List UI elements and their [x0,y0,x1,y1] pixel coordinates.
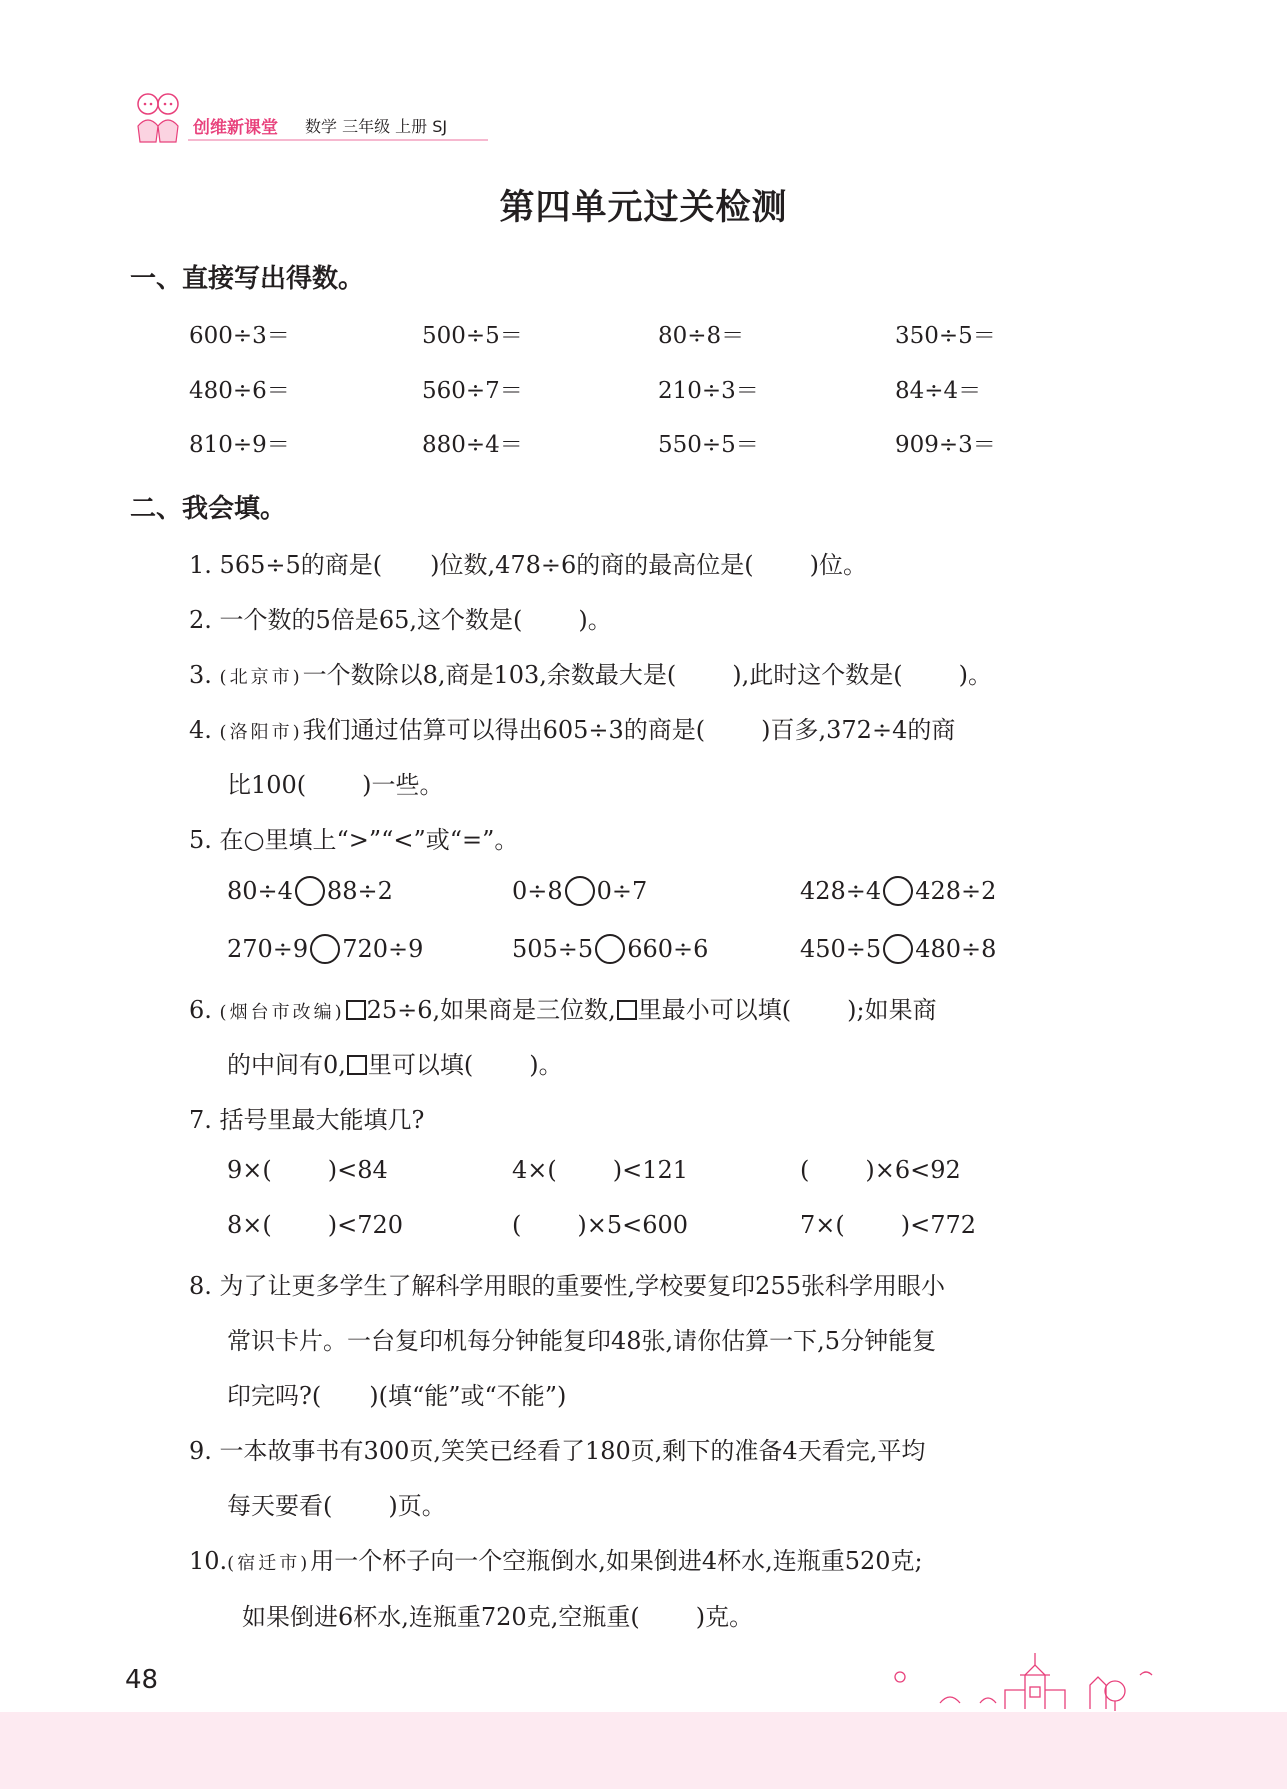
square-box [347,1055,367,1075]
subject-info: 数学 三年级 上册 SJ [305,117,448,136]
equation: 350÷5＝ [895,323,996,349]
source-tag: (宿迁市) [227,1553,311,1574]
compare-circle[interactable] [883,934,913,964]
question-4: 4. (洛阳市)我们通过估算可以得出605÷3的商是( )百多,372÷4的商 [189,716,956,744]
question-3: 3. (北京市)一个数除以8,商是103,余数最大是( ),此时这个数是( )。 [189,661,993,689]
question-6: 6. (烟台市改编) 25÷6,如果商是三位数, 里最小可以填( );如果商 [189,996,937,1024]
inequality-item: 4×( )<121 [512,1156,689,1184]
question-4-line-2: 比100( )一些。 [227,771,444,799]
equation: 550÷5＝ [658,432,759,458]
question-7: 7. 括号里最大能填几? [189,1106,425,1134]
compare-circle[interactable] [595,934,625,964]
equation: 80÷8＝ [658,323,745,349]
equation: 909÷3＝ [895,432,996,458]
equation: 560÷7＝ [422,378,523,404]
equation: 210÷3＝ [658,378,759,404]
equation: 810÷9＝ [189,432,290,458]
equation: 880÷4＝ [422,432,523,458]
brand-name: 创维新课堂 [193,118,278,138]
equation: 84÷4＝ [895,378,982,404]
inequality-item: 7×( )<772 [800,1211,977,1239]
compare-circle[interactable] [295,876,325,906]
inequality-item: ( )×6<92 [800,1156,961,1184]
equation: 480÷6＝ [189,378,290,404]
question-8-line-2: 常识卡片。一台复印机每分钟能复印48张,请你估算一下,5分钟能复 [227,1327,937,1355]
compare-item: 428÷4 428÷2 [800,877,997,905]
compare-circle[interactable] [310,934,340,964]
question-6-line-2: 的中间有0, 里可以填( )。 [227,1051,563,1079]
castle-decoration-icon [880,1645,1180,1715]
square-box [617,1000,637,1020]
compare-item: 270÷9 720÷9 [227,935,424,963]
question-8-line-3: 印完吗?( )(填“能”或“不能”) [227,1382,567,1410]
equation: 600÷3＝ [189,323,290,349]
source-tag: (洛阳市) [219,722,303,743]
source-tag: (烟台市改编) [219,1002,345,1023]
footer-band [0,1712,1287,1789]
question-10: 10.(宿迁市)用一个杯子向一个空瓶倒水,如果倒进4杯水,连瓶重520克; [189,1547,923,1575]
compare-item: 450÷5 480÷8 [800,935,997,963]
header-divider [188,139,488,141]
question-2: 2. 一个数的5倍是65,这个数是( )。 [189,606,612,634]
question-10-line-2: 如果倒进6杯水,连瓶重720克,空瓶重( )克。 [242,1603,754,1631]
source-tag: (北京市) [219,667,303,688]
question-5: 5. 在○里填上“>”“<”或“=”。 [189,826,519,854]
question-9-line-2: 每天要看( )页。 [227,1492,446,1520]
question-8: 8. 为了让更多学生了解科学用眼的重要性,学校要复印255张科学用眼小 [189,1272,945,1300]
compare-item: 80÷4 88÷2 [227,877,393,905]
section-1-heading: 一、直接写出得数。 [130,264,365,294]
kids-logo-icon [128,86,190,148]
compare-circle[interactable] [565,876,595,906]
compare-circle[interactable] [883,876,913,906]
inequality-item: 8×( )<720 [227,1211,404,1239]
page-number: 48 [125,1665,159,1695]
page-title: 第四单元过关检测 [499,188,788,228]
inequality-item: ( )×5<600 [512,1211,689,1239]
page-header [128,86,488,158]
section-2-heading: 二、我会填。 [130,494,287,524]
inequality-item: 9×( )<84 [227,1156,388,1184]
compare-item: 505÷5 660÷6 [512,935,709,963]
equation: 500÷5＝ [422,323,523,349]
question-9: 9. 一本故事书有300页,笑笑已经看了180页,剩下的准备4天看完,平均 [189,1437,926,1465]
square-box[interactable] [346,1000,366,1020]
compare-item: 0÷8 0÷7 [512,877,648,905]
question-1: 1. 565÷5的商是( )位数,478÷6的商的最高位是( )位。 [189,551,868,579]
